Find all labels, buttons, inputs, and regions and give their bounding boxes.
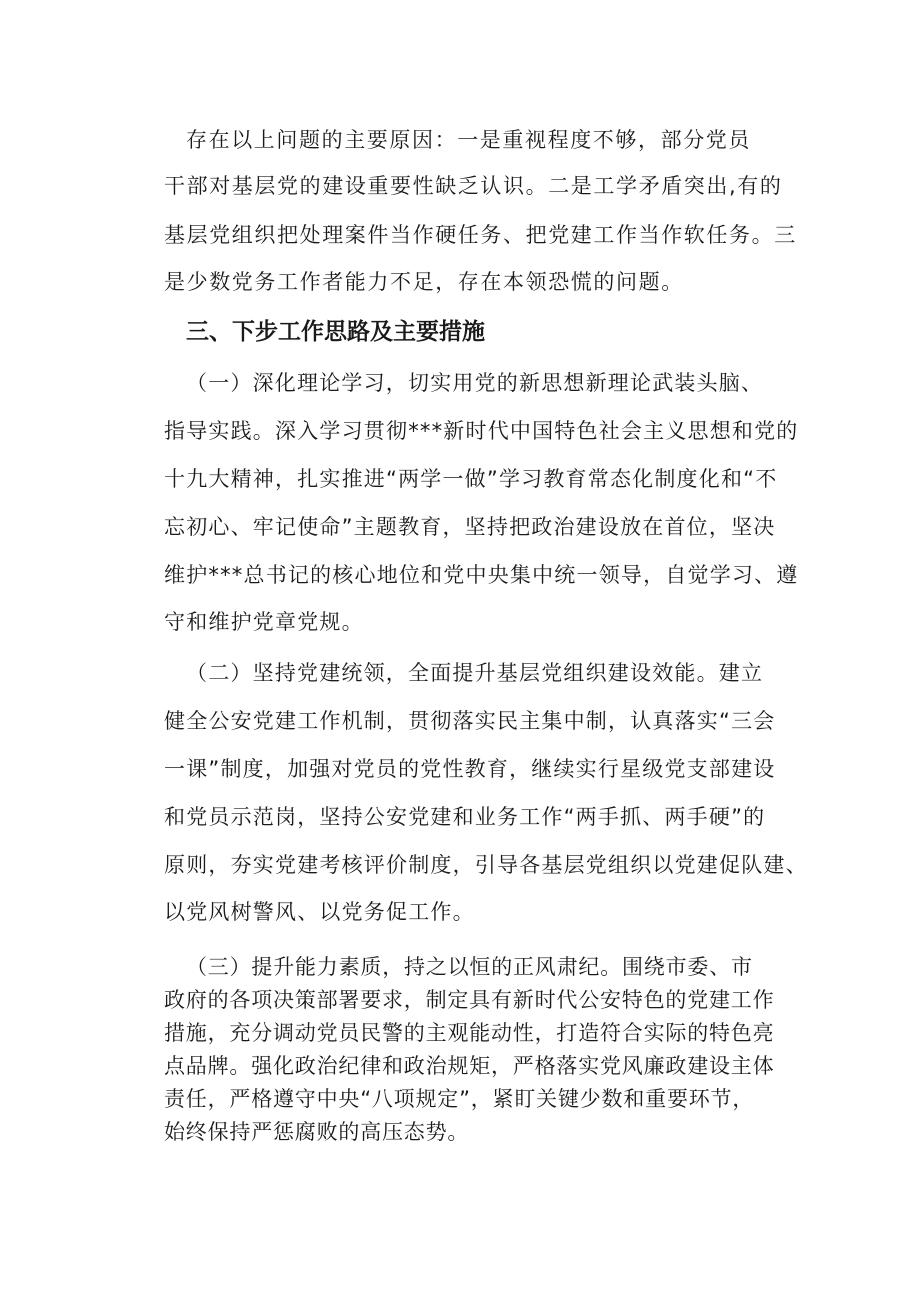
text-line: （三）提升能力素质，持之以恒的正风肃纪。围绕市委、市 xyxy=(186,955,753,979)
text-line: 始终保持严惩腐败的高压态势。 xyxy=(164,1120,470,1144)
text-line: 存在以上问题的主要原因：一是重视程度不够，部分党员 xyxy=(186,128,751,152)
text-line: 一课”制度，加强对党员的党性教育，继续实行星级党支部建设 xyxy=(164,757,776,781)
text-line: （一）深化理论学习，切实用党的新思想新理论武装头脑、 xyxy=(186,371,764,395)
text-line: 基层党组织把处理案件当作硬任务、把党建工作当作软任务。三 xyxy=(164,223,797,247)
section-heading: 三、下步工作思路及主要措施 xyxy=(186,319,485,345)
text-line: 健全公安党建工作机制，贯彻落实民主集中制，认真落实“三会 xyxy=(164,709,776,733)
text-line: 政府的各项决策部署要求，制定具有新时代公安特色的党建工作 xyxy=(164,988,775,1012)
text-line: （二）坚持党建统领，全面提升基层党组织建设效能。建立 xyxy=(186,661,764,685)
text-line: 责任，严格遵守中央“八项规定”，紧盯关键少数和重要环节， xyxy=(164,1087,755,1111)
text-line: 以党风树警风、以党务促工作。 xyxy=(164,900,475,924)
text-line: 措施，充分调动党员民警的主观能动性，打造符合实际的特色亮 xyxy=(164,1021,775,1045)
text-line: 原则，夯实党建考核评价制度，引导各基层党组织以党建促队建、 xyxy=(164,853,808,877)
text-line: 守和维护党章党规。 xyxy=(164,610,364,634)
text-line: 忘初心、牢记使命”主题教育，坚持把政治建设放在首位，坚决 xyxy=(164,515,776,539)
text-line: 指导实践。深入学习贯彻***新时代中国特色社会主义思想和党的 xyxy=(164,419,799,443)
text-line: 十九大精神，扎实推进“两学一做”学习教育常态化制度化和“不 xyxy=(164,467,778,491)
text-line: 是少数党务工作者能力不足，存在本领恐慌的问题。 xyxy=(164,270,684,294)
text-line: 干部对基层党的建设重要性缺乏认识。二是工学矛盾突出,有的 xyxy=(164,174,783,198)
text-line: 和党员示范岗，坚持公安党建和业务工作“两手抓、两手硬”的 xyxy=(164,805,766,829)
text-line: 维护***总书记的核心地位和党中央集中统一领导，自觉学习、遵 xyxy=(164,563,799,587)
text-line: 点品牌。强化政治纪律和政治规矩，严格落实党风廉政建设主体 xyxy=(164,1054,775,1078)
